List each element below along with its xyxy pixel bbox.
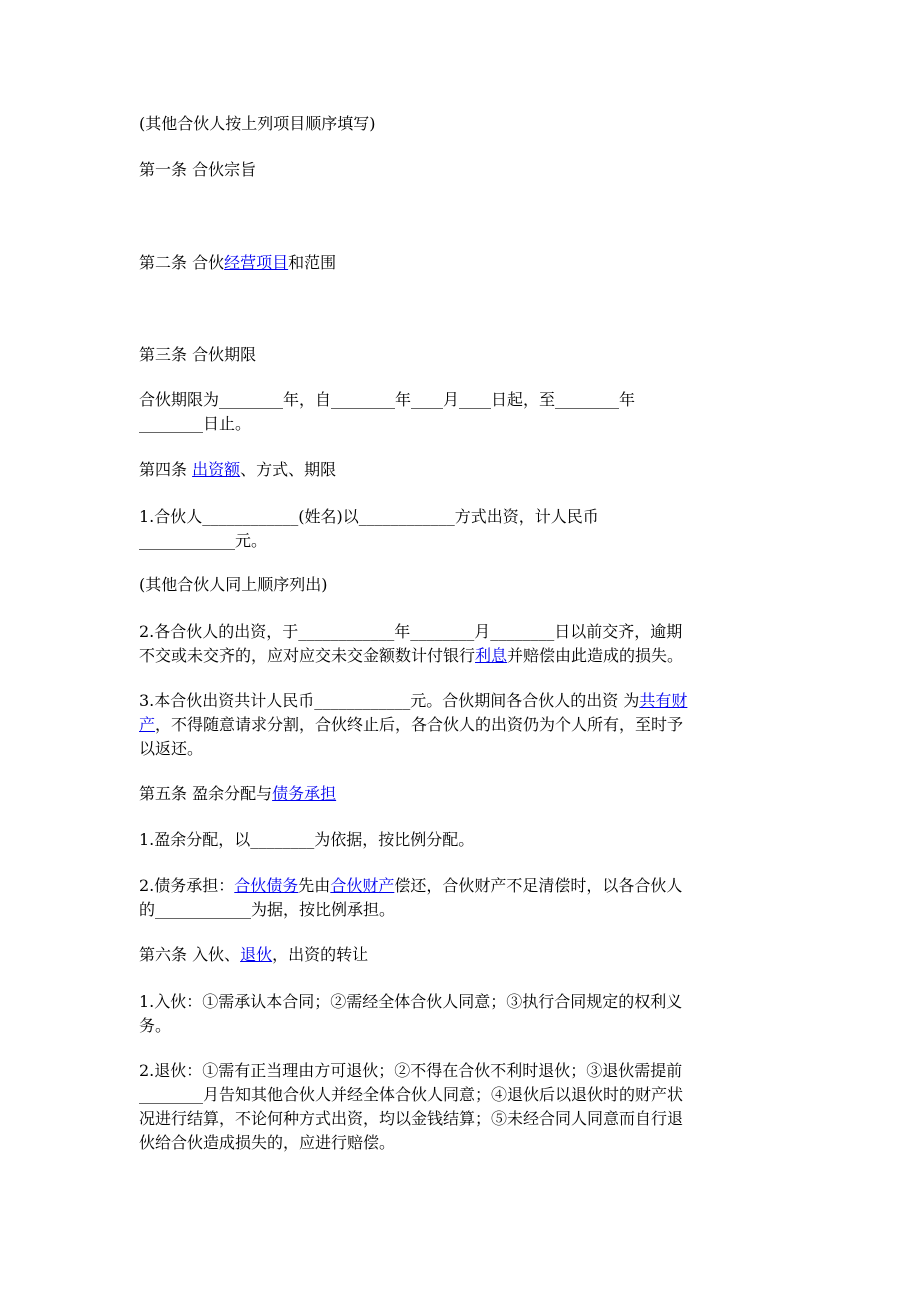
debt-liability-link[interactable]: 债务承担 xyxy=(272,784,337,803)
capital-amount-link[interactable]: 出资额 xyxy=(192,460,241,479)
withdrawal-link[interactable]: 退伙 xyxy=(240,945,273,964)
article-2-heading: 第二条 合伙经营项目和范围 xyxy=(139,253,337,272)
interest-link[interactable]: 利息 xyxy=(475,646,508,665)
clause-4-1: 1.合伙人____________(姓名)以____________方式出资，计人民币 ____________元。 xyxy=(139,507,599,550)
business-scope-link[interactable]: 经营项目 xyxy=(224,253,289,272)
term-paragraph: 合伙期限为________年，自________年____月____日起，至________年 ________日止。 xyxy=(139,390,636,433)
clause-4-3: 3.本合伙出资共计人民币____________元。合伙期间各合伙人的出资 为共有财 产，不得随意请求分割，合伙终止后，各合伙人的出资仍为个人所有，至时予 以返还。 xyxy=(139,691,688,758)
partnership-property-link[interactable]: 合伙财产 xyxy=(330,876,395,895)
clause-6-2: 2.退伙：①需有正当理由方可退伙；②不得在合伙不利时退伙；③退伙需提前 ________月告知其他合伙人并经全体合伙人同意；④退伙后以退伙时的财产状 况进行结算，不论何种方式出资，均以金钱结算；⑤未经合同人同意而自行退 伙给合伙造成损失的，应进行赔偿。 xyxy=(139,1061,684,1152)
article-4-heading: 第四条 出资额、方式、期限 xyxy=(139,460,337,479)
clause-5-2: 2.债务承担：合伙债务先由合伙财产偿还，合伙财产不足清偿时，以各合伙人 的____________为据，按比例承担。 xyxy=(139,876,683,919)
article-1-heading: 第一条 合伙宗旨 xyxy=(139,160,257,179)
joint-property-link[interactable]: 共有财 xyxy=(639,691,688,710)
clause-4-2: 2.各合伙人的出资，于____________年________月________日以前交齐，逾期 不交或未交齐的，应对应交未交金额数计付银行利息并赔偿由此造成的损失。 xyxy=(139,622,684,665)
note-same-order: (其他合伙人同上顺序列出) xyxy=(139,575,328,594)
partnership-debt-link[interactable]: 合伙债务 xyxy=(234,876,299,895)
joint-property-link-continued[interactable]: 产 xyxy=(139,715,156,734)
note-other-partners: (其他合伙人按上列项目顺序填写) xyxy=(139,114,376,133)
article-5-heading: 第五条 盈余分配与债务承担 xyxy=(139,784,337,803)
article-6-heading: 第六条 入伙、退伙，出资的转让 xyxy=(139,945,369,964)
clause-5-1: 1.盈余分配，以________为依据，按比例分配。 xyxy=(139,830,475,849)
clause-6-1: 1.入伙：①需承认本合同；②需经全体合伙人同意；③执行合同规定的权利义 务。 xyxy=(139,992,683,1035)
article-3-heading: 第三条 合伙期限 xyxy=(139,345,257,364)
